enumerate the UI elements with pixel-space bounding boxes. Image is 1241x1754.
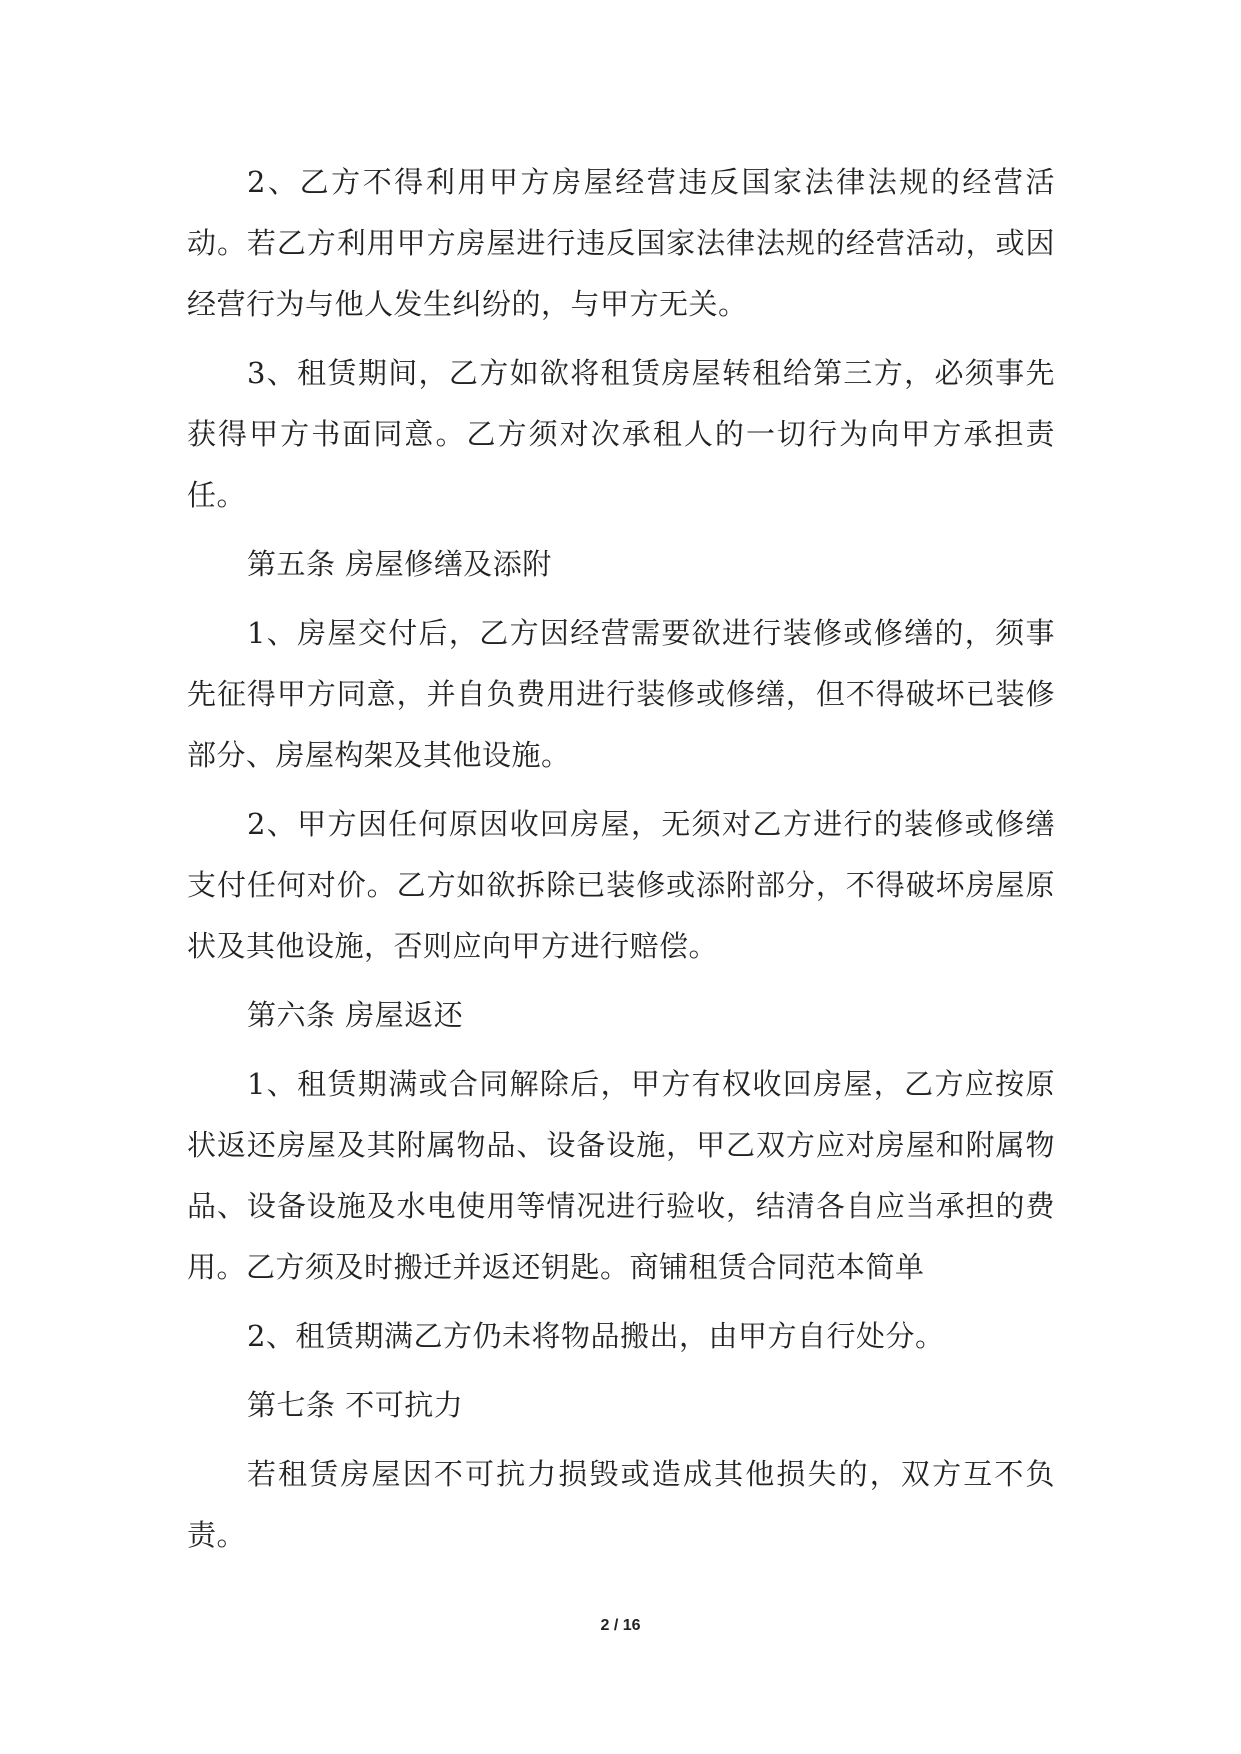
clause-5-item-1: 1、房屋交付后，乙方因经营需要欲进行装修或修缮的，须事先征得甲方同意，并自负费用进行装修或修缮，但不得破坏已装修部分、房屋构架及其他设施。 xyxy=(187,616,1055,772)
clause-4-item-2: 2、乙方不得利用甲方房屋经营违反国家法律法规的经营活动。若乙方利用甲方房屋进行违反国家法律法规的经营活动，或因经营行为与他人发生纠纷的，与甲方无关。 xyxy=(187,165,1055,321)
article-5-heading: 第五条 房屋修缮及添附 xyxy=(247,547,552,581)
clause-6-item-1: 1、租赁期满或合同解除后，甲方有权收回房屋，乙方应按原状返还房屋及其附属物品、设备设施，甲乙双方应对房屋和附属物品、设备设施及水电使用等情况进行验收，结清各自应当承担的费用。乙方须及时搬迁并返还钥匙。商铺租赁合同范本简单 xyxy=(187,1067,1055,1284)
document-body xyxy=(187,152,1055,1574)
clause-5-item-2: 2、甲方因任何原因收回房屋，无须对乙方进行的装修或修缮支付任何对价。乙方如欲拆除已装修或添附部分，不得破坏房屋原状及其他设施，否则应向甲方进行赔偿。 xyxy=(187,807,1055,963)
clause-4-item-3: 3、租赁期间，乙方如欲将租赁房屋转租给第三方，必须事先获得甲方书面同意。乙方须对次承租人的一切行为向甲方承担责任。 xyxy=(187,356,1055,512)
clause-7-text: 若租赁房屋因不可抗力损毁或造成其他损失的，双方互不负责。 xyxy=(187,1457,1055,1552)
page-number: 2 / 16 xyxy=(600,1617,641,1634)
article-6-heading: 第六条 房屋返还 xyxy=(247,998,464,1032)
article-7-heading: 第七条 不可抗力 xyxy=(247,1388,464,1422)
clause-6-item-2: 2、租赁期满乙方仍未将物品搬出，由甲方自行处分。 xyxy=(247,1319,945,1353)
